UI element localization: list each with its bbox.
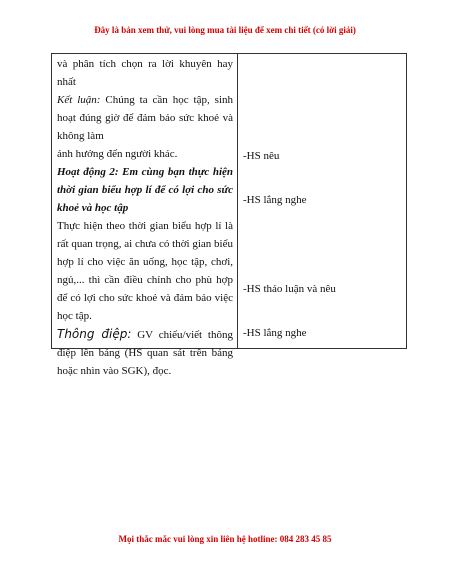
intro-line: và phân tích chọn ra lời khuyên hay nhất [57,58,233,88]
conclusion-text: Chúng ta cần học tập, sinh hoạt đúng giờ để đảm bảo sức khoẻ và không làm [57,94,233,142]
activity-2-title: Hoạt động 2: Em cùng bạn thực hiện thời gian biểu hợp lí để có lợi cho sức khoẻ và học tập [57,166,233,214]
preview-banner: Đây là bản xem thử, vui lòng mua tài liệu để xem chi tiết (có lời giải) [94,25,356,35]
student-response: -HS lắng nghe [243,194,307,206]
conclusion-label: Kết luận: [57,94,101,106]
teacher-activity-column [52,54,238,377]
message-label: Thông điệp: [57,327,132,341]
student-response: -HS lắng nghe [243,327,307,339]
activity-2-body: Thực hiện theo thời gian biểu hợp lí là rất quan trọng, ai chưa có thời gian biểu hợp lí cho việc ăn uống, học tập, chơi, ngủ,... thì cần điều chỉnh cho phù hợp để có lợi cho sức khoẻ và đảm bảo việc học tập. [57,220,233,322]
conclusion-tail: ảnh hưởng đến người khác. [57,148,178,160]
student-response: -HS nêu [243,150,280,162]
conclusion-paragraph [57,91,233,145]
hotline-banner: Mọi thắc mắc vui lòng xin liên hệ hotline: 084 283 45 85 [118,534,332,544]
lesson-table [51,53,407,377]
student-response: -HS thảo luận và nêu [243,283,336,295]
message-paragraph [57,325,233,380]
student-activity-column [238,54,406,348]
message-text: GV chiếu/viết thông điệp lên bảng (HS quan sát trên bảng hoặc nhìn vào SGK), đọc. [57,329,233,377]
